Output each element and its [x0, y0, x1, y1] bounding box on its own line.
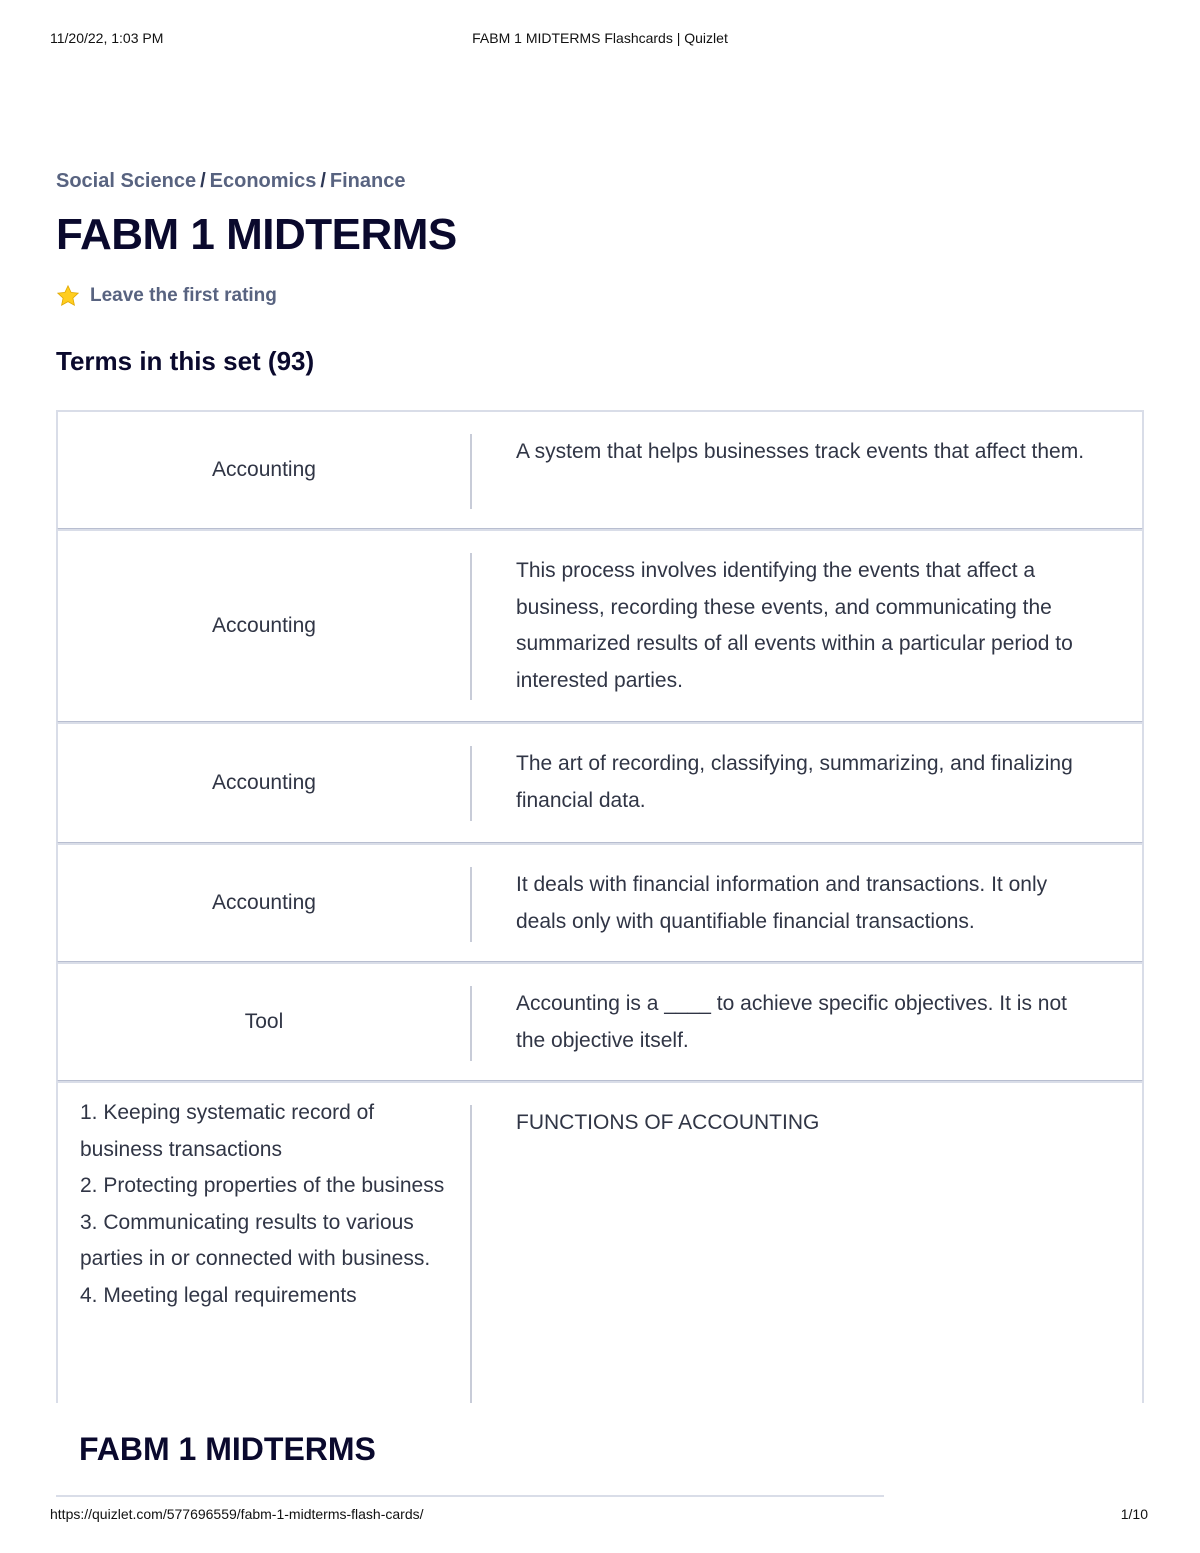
- print-page-title: FABM 1 MIDTERMS Flashcards | Quizlet: [472, 30, 728, 46]
- card-definition: This process involves identifying the events that affect a business, recording these events, and communicating the summarized results of all events within a particular period to interested parties.: [516, 559, 1073, 692]
- flashcard[interactable]: [56, 1081, 1144, 1403]
- breadcrumb-separator: /: [200, 170, 206, 192]
- breadcrumb: [56, 170, 405, 193]
- breadcrumb-separator: /: [320, 170, 326, 192]
- print-footer: [0, 1506, 1200, 1526]
- list-item: 3. Communicating results to various parties in or connected with business.: [80, 1210, 431, 1270]
- flashcard[interactable]: [56, 843, 1144, 964]
- card-term: Accounting: [212, 891, 316, 914]
- flashcard[interactable]: [56, 722, 1144, 845]
- card-list: [56, 410, 1144, 1403]
- terms-heading: Terms in this set (93): [56, 346, 315, 376]
- card-divider: [470, 867, 472, 942]
- star-icon: [56, 284, 80, 308]
- flashcard[interactable]: [56, 962, 1144, 1083]
- card-divider: [470, 434, 472, 509]
- print-header: [0, 30, 1200, 50]
- card-definition: FUNCTIONS OF ACCOUNTING: [516, 1111, 820, 1134]
- card-term: Tool: [244, 1010, 284, 1033]
- card-definition: Accounting is a ____ to achieve specific objectives. It is not the objective itself.: [516, 992, 1067, 1052]
- print-page-number: 1/10: [1120, 1506, 1148, 1522]
- list-item: 4. Meeting legal requirements: [80, 1283, 357, 1307]
- card-term: [58, 1095, 448, 1403]
- card-divider: [470, 746, 472, 821]
- card-divider: [470, 553, 472, 700]
- card-definition: A system that helps businesses track events that affect them.: [516, 440, 1085, 463]
- card-definition: It deals with financial information and transactions. It only deals only with quantifiable financial transactions.: [516, 873, 1048, 933]
- card-divider: [470, 986, 472, 1061]
- card-definition: The art of recording, classifying, summarizing, and finalizing financial data.: [516, 752, 1073, 812]
- breadcrumb-item-social-science[interactable]: Social Science: [56, 170, 197, 192]
- card-divider: [470, 1105, 472, 1403]
- card-term: Accounting: [212, 771, 316, 794]
- list-item: 2. Protecting properties of the business: [80, 1174, 445, 1197]
- footer-title: FABM 1 MIDTERMS: [79, 1431, 376, 1467]
- list-item: 1. Keeping systematic record of business transactions: [80, 1101, 375, 1161]
- page-title: FABM 1 MIDTERMS: [56, 210, 457, 259]
- flashcard[interactable]: [56, 410, 1144, 531]
- breadcrumb-item-finance[interactable]: Finance: [329, 170, 406, 192]
- card-term: Accounting: [212, 614, 316, 637]
- rating-link[interactable]: [56, 284, 277, 308]
- card-term-list: [80, 1095, 448, 1314]
- breadcrumb-item-economics[interactable]: Economics: [209, 170, 317, 192]
- card-term: Accounting: [212, 458, 316, 481]
- print-datetime: 11/20/22, 1:03 PM: [50, 30, 164, 46]
- rating-label: Leave the first rating: [90, 285, 277, 306]
- flashcard[interactable]: [56, 529, 1144, 724]
- footer-divider: [56, 1495, 884, 1497]
- print-url: https://quizlet.com/577696559/fabm-1-midterms-flash-cards/: [50, 1506, 424, 1522]
